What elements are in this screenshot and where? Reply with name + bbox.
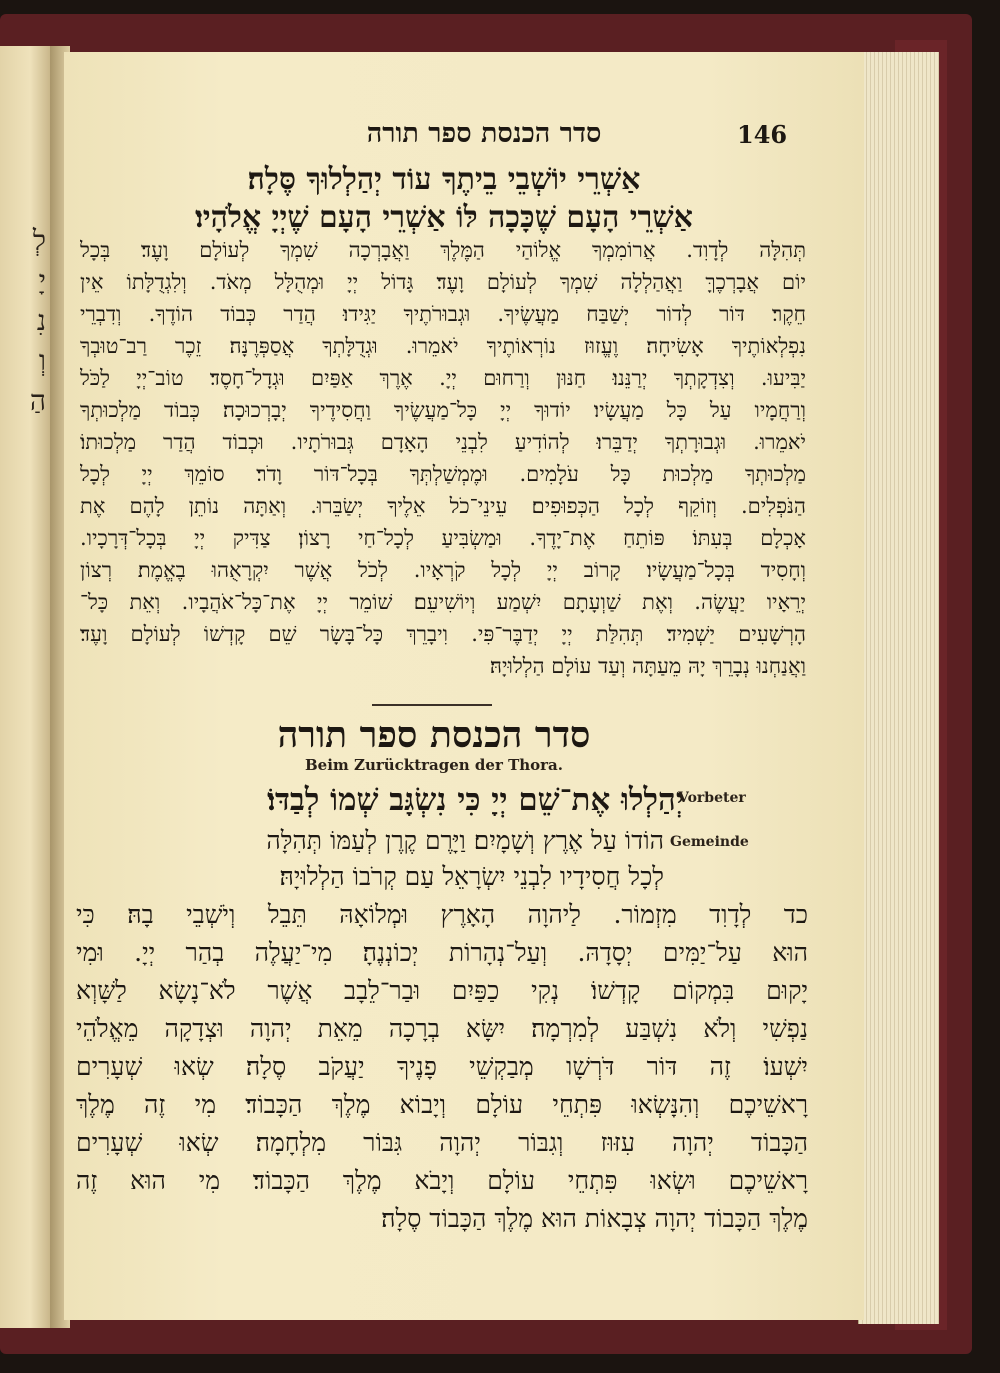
running-header: סדר הכנסת ספר תורה: [366, 118, 602, 149]
page-number: 146: [737, 120, 788, 149]
psalm-line: נַפְשִׁי וְלֹא נִשְׁבַּע לְמִרְמָה׃ יִשָּׂא בְרָכָה מֵאֵת יְהוָה וּצְדָקָה מֵאֱלֹהֵי: [76, 1014, 808, 1043]
tehillah-line: תְּהִלָּה לְדָוִד. אֲרוֹמִמְךָ אֱלוֹהַי הַמֶּלֶךְ וַאֲבָרְכָה שִׁמְךָ לְעוֹלָם וָעֶד׃ בְּכָל: [80, 238, 806, 262]
ashrei-line: אַשְׁרֵי יוֹשְׁבֵי בֵיתֶךָ עוֹד יְהַלְלוּךָ סֶּלָה׃: [247, 162, 641, 197]
tehillah-line: וְחָסִיד בְּכָל־מַעֲשָׂיו׃ קָרוֹב יְיָ לְכָל קֹרְאָיו. לְכֹל אֲשֶׁר יִקְרָאֻהוּ בֶאֱמֶת׃ רְצוֹן: [80, 558, 806, 582]
section-divider: [372, 704, 492, 706]
tehillah-line: יֹאמֵרוּ. וּגְבוּרָתְךָ יְדַבֵּרוּ׃ לְהוֹדִיעַ לִבְנֵי הָאָדָם גְּבוּרֹתָיו. וּכְבוֹד הֲדַר מַלְכוּתוֹ׃: [80, 430, 806, 454]
tehillah-line: מַלְכוּתְךָ מַלְכוּת כָּל עֹלָמִים. וּמֶמְשַׁלְתְּךָ בְּכָל־דּוֹר וָדֹר׃ סוֹמֵךְ יְיָ לְכָל: [80, 462, 806, 486]
vorbeter-label: Vorbeter: [678, 790, 746, 806]
right-page: [64, 52, 864, 1320]
psalm-line: מֶלֶךְ הַכָּבוֹד יְהוָה צְבָאוֹת הוּא מֶלֶךְ הַכָּבוֹד סֶלָה׃: [381, 1204, 808, 1233]
section-subtitle: Beim Zurücktragen der Thora.: [305, 756, 563, 774]
tehillah-line: וַאֲנַחְנוּ נְבָרֵךְ יָהּ מֵעַתָּה וְעַד עוֹלָם הַלְלוּיָהּ׃: [489, 654, 806, 678]
tehillah-line: יַבִּיעוּ. וְצִדְקָתְךָ יְרַנֵּנוּ׃ חַנּוּן וְרַחוּם יְיָ. אֶרֶךְ אַפַּיִם וּגְדָל־חָסֶד׃ טוֹב־יְיָ לַכֹּל: [80, 366, 806, 390]
tehillah-line: יוֹם אֲבָרְכֶךָּ וַאֲהַלְלָה שִׁמְךָ לְעוֹלָם וָעֶד׃ גָּדוֹל יְיָ וּמְהֻלָּל מְאֹד. וְלִגְדֻלָּתוֹ אֵין: [80, 270, 806, 294]
psalm-line: הוּא עַל־יַמִּים יְסָדָהּ. וְעַל־נְהָרוֹת יְכוֹנְנֶהָ׃ מִי־יַעֲלֶה בְהַר יְיָ. וּמִי: [76, 938, 808, 967]
tehillah-line: אָכְלָם בְּעִתּוֹ׃ פּוֹתֵחַ אֶת־יָדֶךָ. וּמַשְׂבִּיעַ לְכָל־חַי רָצוֹן׃ צַדִּיק יְיָ בְּכָל־דְּרָכָיו.: [80, 526, 806, 550]
tehillah-line: הַנֹּפְלִים. וְזוֹקֵף לְכָל הַכְּפוּפִים׃ עֵינֵי־כֹל אֵלֶיךָ יְשַׂבֵּרוּ. וְאַתָּה נוֹתֵן לָהֶם אֶת: [80, 494, 806, 518]
left-page-fragment: יָ: [38, 264, 46, 297]
section-title: סדר הכנסת ספר תורה: [277, 714, 591, 756]
left-page-fragment: לְ: [32, 224, 46, 257]
gemeinde-line: הוֹדוֹ עַל אֶרֶץ וְשָׁמָיִם׃ וַיָּרֶם קֶרֶן לְעַמּוֹ תְּהִלָּה: [266, 826, 664, 855]
psalm-line: כד לְדָוִד מִזְמוֹר. לַיהוָה הָאָרֶץ וּמְלוֹאָהּ תֵּבֵל וְיֹשְׁבֵי בָהּ׃ כִּי: [76, 900, 808, 929]
tehillah-line: וְרַחֲמָיו עַל כָּל מַעֲשָׂיו׃ יוֹדוּךָ יְיָ כָּל־מַעֲשֶׂיךָ וַחֲסִידֶיךָ יְבָרְכוּכָה׃ כְּבוֹד מַלְכוּתְךָ: [80, 398, 806, 422]
left-page-fragment: הַ: [29, 384, 46, 417]
ashrei-line: אַשְׁרֵי הָעָם שֶׁכָּכָה לּוֹ אַשְׁרֵי הָעָם שֶׁיְיָ אֱלֹהָיו׃: [195, 200, 693, 235]
gemeinde-line: לְכָל חֲסִידָיו לִבְנֵי יִשְׂרָאֵל עַם קְרֹבוֹ הַלְלוּיָהּ׃: [279, 862, 664, 891]
psalm-line: יָקוּם בִּמְקוֹם קָדְשׁוֹ׃ נְקִי כַפַּיִם וּבַר־לֵבָב אֲשֶׁר לֹא־נָשָׂא לַשָּׁוְא: [76, 976, 808, 1005]
psalm-line: יִשְׁעוֹ׃ זֶה דּוֹר דֹּרְשָׁו מְבַקְשֵׁי פָנֶיךָ יַעֲקֹב סֶלָה׃ שְׂאוּ שְׁעָרִים: [76, 1052, 808, 1081]
psalm-line: רָאשֵׁיכֶם וּשְׂאוּ פִּתְחֵי עוֹלָם וְיָבֹא מֶלֶךְ הַכָּבוֹד׃ מִי הוּא זֶה: [76, 1166, 808, 1195]
left-page-fragment: וְ: [38, 344, 46, 377]
psalm-line: הַכָּבוֹד יְהוָה עִזּוּז וְגִבּוֹר יְהוָה גִּבּוֹר מִלְחָמָה׃ שְׂאוּ שְׁעָרִים: [76, 1128, 808, 1157]
vorbeter-text: יְהַלְלוּ אֶת־שֵׁם יְיָ כִּי נִשְׂגָּב שְׁמוֹ לְבַדּוֹ׃: [267, 782, 684, 818]
left-page-fragment: נִ: [36, 304, 46, 337]
left-page: [0, 46, 50, 1328]
tehillah-line: חֵקֶר׃ דּוֹר לְדוֹר יְשַׁבַּח מַעֲשֶׂיךָ. וּגְבוּרֹתֶיךָ יַגִּידוּ׃ הֲדַר כְּבוֹד הוֹדֶךָ. וְדִבְרֵי: [80, 302, 806, 326]
psalm-line: רָאשֵׁיכֶם וְהִנָּשְׂאוּ פִּתְחֵי עוֹלָם וְיָבוֹא מֶלֶךְ הַכָּבוֹד׃ מִי זֶה מֶלֶךְ: [76, 1090, 808, 1119]
tehillah-line: יְרֵאָיו יַעֲשֶׂה. וְאֶת שַׁוְעָתָם יִשְׁמַע וְיוֹשִׁיעֵם׃ שׁוֹמֵר יְיָ אֶת־כָּל־אֹהֲבָיו. וְאֵת כָּל־: [80, 590, 806, 614]
page-edges: [858, 52, 939, 1324]
tehillah-line: נִפְלְאוֹתֶיךָ אָשִׂיחָה׃ וֶעֱזוּז נוֹרְאוֹתֶיךָ יֹאמֵרוּ. וּגְדֻלָּתְךָ אֲסַפְּרֶנָּה׃ זֵכֶר רַב־טוּבְךָ: [80, 334, 806, 358]
tehillah-line: הָרְשָׁעִים יַשְׁמִיד׃ תְּהִלַּת יְיָ יְדַבֶּר־פִּי. וִיבָרֵךְ כָּל־בָּשָׂר שֵׁם קָדְשׁוֹ לְעוֹלָם וָעֶד׃: [80, 622, 806, 646]
gemeinde-label: Gemeinde: [670, 834, 749, 850]
